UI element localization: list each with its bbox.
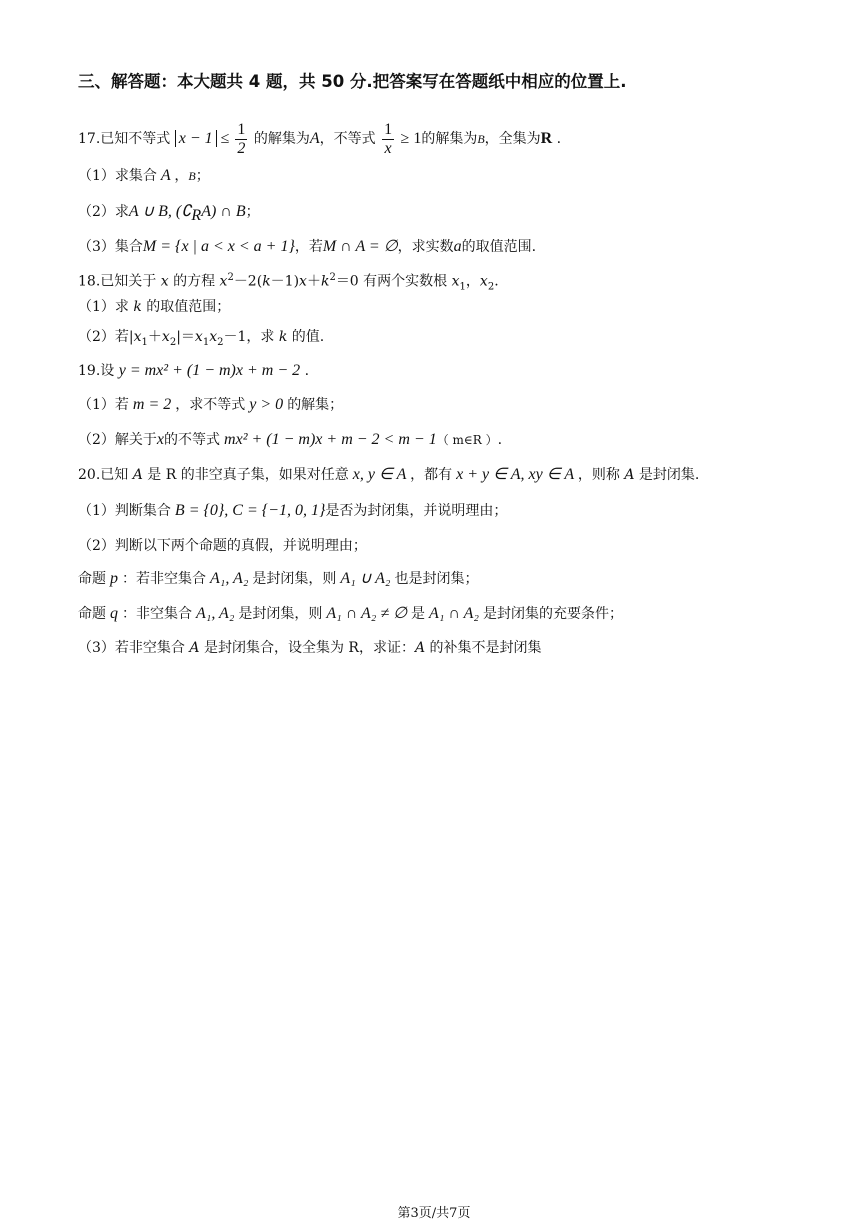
q17-part1: （1）求集合 A ，B； <box>78 167 210 184</box>
page-footer: 第3页/共7页 <box>397 1206 471 1221</box>
q17-part2: （2）求A ∪ B, $(∁_RA)$ ∩ B； <box>78 203 260 224</box>
q18-part2: （2）若$|x_1+x_2|=x_1x_2-1$，求 k 的值. <box>78 329 325 348</box>
q19-stem: 19.设 y = mx² + (1 − m)x + m − 2 . <box>78 362 310 379</box>
fraction-one-half: $\frac{1}{2}$ <box>237 120 246 157</box>
q18-stem: 18.已知关于 x 的方程 $x^2-2(k-1)x+k^2=0$ 有两个实数根 $x_1$，$x_2$. <box>78 272 499 293</box>
q17-part3: （3）集合M = {x | a < x < a + 1}，若M ∩ A = ∅，求实数a的取值范围. <box>78 238 537 255</box>
q20-part2: （2）判断以下两个命题的真假，并说明理由； <box>78 538 367 554</box>
fraction-one-over-x: $\frac{1}{x}$ <box>384 120 393 157</box>
q17-stem: 17.已知不等式 x − 1 ≤ $\frac{1}{2}$ 的解集为A，不等式 $\frac{1}{x}$ ≥ 1的解集为B，全集为R . <box>78 120 562 157</box>
q19-part2: （2）解关于x的不等式 mx² + (1 − m)x + m − 2 < m − 1（ m∈R ）. <box>78 431 503 448</box>
q20-proposition-q: 命题 q ：非空集合 A₁, A₂ 是封闭集，则 A₁ ∩ A₂ ≠ ∅ 是 A₁ ∩ A₂ 是封闭集的充要条件； <box>78 605 623 622</box>
section-heading: 三、解答题：本大题共 4 题，共 50 分.把答案写在答题纸中相应的位置上. <box>78 72 627 91</box>
q20-proposition-p: 命题 p ：若非空集合 A₁, A₂ 是封闭集，则 A₁ ∪ A₂ 也是封闭集； <box>78 570 479 587</box>
q19-part1: （1）若 m = 2 ，求不等式 y > 0 的解集； <box>78 396 344 413</box>
q18-part1: （1）求 k 的取值范围； <box>78 299 231 315</box>
q20-part3: （3）若非空集合 A 是封闭集合，设全集为 R，求证：A 的补集不是封闭集 <box>78 640 542 656</box>
q20-stem: 20.已知 A 是 R 的非空真子集，如果对任意 x, y ∈ A ，都有 x + y ∈ A, xy ∈ A ，则称 A 是封闭集. <box>78 466 700 483</box>
q20-part1: （1）判断集合 B = {0}, C = {−1, 0, 1}是否为封闭集，并说明理由； <box>78 502 508 519</box>
